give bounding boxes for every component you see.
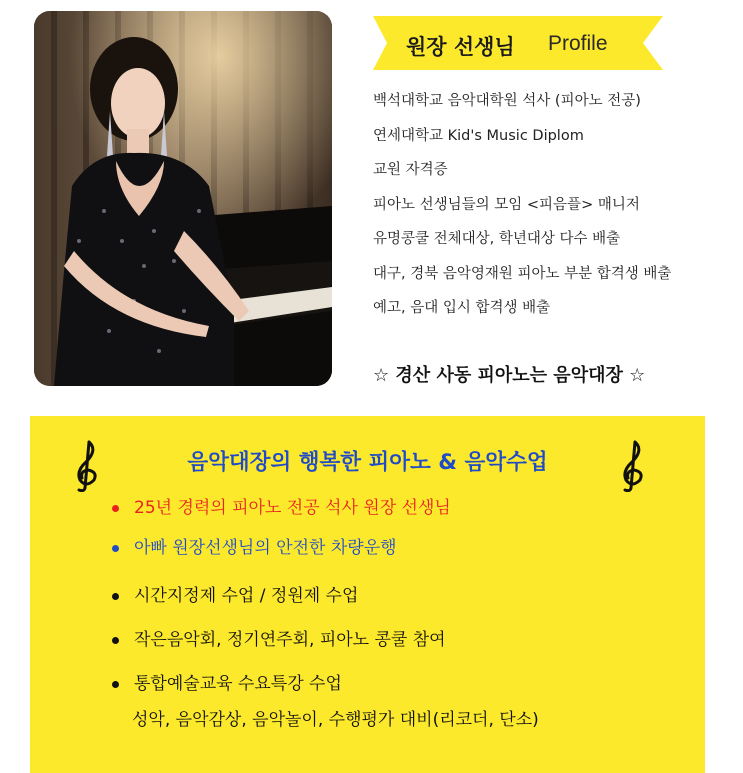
- feature-item: [110, 536, 539, 560]
- feature-text: 25년 경력의 피아노 전공 석사 원장 선생님: [134, 498, 451, 518]
- feature-item: [110, 584, 539, 608]
- feature-item: [110, 496, 539, 520]
- director-photo: [34, 11, 332, 386]
- credential-item: 대구, 경북 음악영재원 피아노 부분 합격생 배출: [373, 265, 672, 282]
- credential-item: 피아노 선생님들의 모임 <피음플> 매니저: [373, 196, 640, 213]
- credential-item: 백석대학교 음악대학원 석사 (피아노 전공): [373, 93, 641, 109]
- credentials-list: [373, 91, 671, 333]
- tagline: ☆ 경산 사동 피아노는 음악대장 ☆: [373, 365, 646, 386]
- lesson-title: 음악대장의 행복한 피아노 & 음악수업: [187, 450, 548, 475]
- lesson-feature-list: [110, 496, 539, 732]
- credential-item: 예고, 음대 입시 합격생 배출: [373, 300, 551, 316]
- bullet-icon: [112, 505, 119, 512]
- feature-subtext: 성악, 음악감상, 음악놀이, 수행평가 대비(리코더, 단소): [132, 710, 539, 730]
- feature-item: [110, 628, 539, 652]
- bullet-icon: [112, 545, 119, 552]
- bullet-icon: [112, 637, 119, 644]
- credential-item: 유명콩쿨 전체대상, 학년대상 다수 배출: [373, 231, 621, 247]
- credential-item: 교원 자격증: [373, 162, 448, 178]
- profile-heading-en: Profile: [548, 32, 608, 55]
- profile-heading: 원장 선생님: [406, 35, 515, 59]
- profile-ribbon: [373, 14, 663, 72]
- bullet-icon: [112, 681, 119, 688]
- feature-text: 작은음악회, 정기연주회, 피아노 콩쿨 참여: [134, 630, 446, 650]
- lesson-panel: [30, 416, 705, 773]
- feature-text: 통합예술교육 수요특강 수업: [134, 674, 342, 694]
- feature-item: [110, 672, 539, 732]
- credential-item: 연세대학교 Kid's Music Diplom: [373, 127, 584, 144]
- bullet-icon: [112, 593, 119, 600]
- feature-text: 아빠 원장선생님의 안전한 차량운행: [134, 538, 397, 558]
- feature-text: 시간지정제 수업 / 정원제 수업: [134, 586, 359, 606]
